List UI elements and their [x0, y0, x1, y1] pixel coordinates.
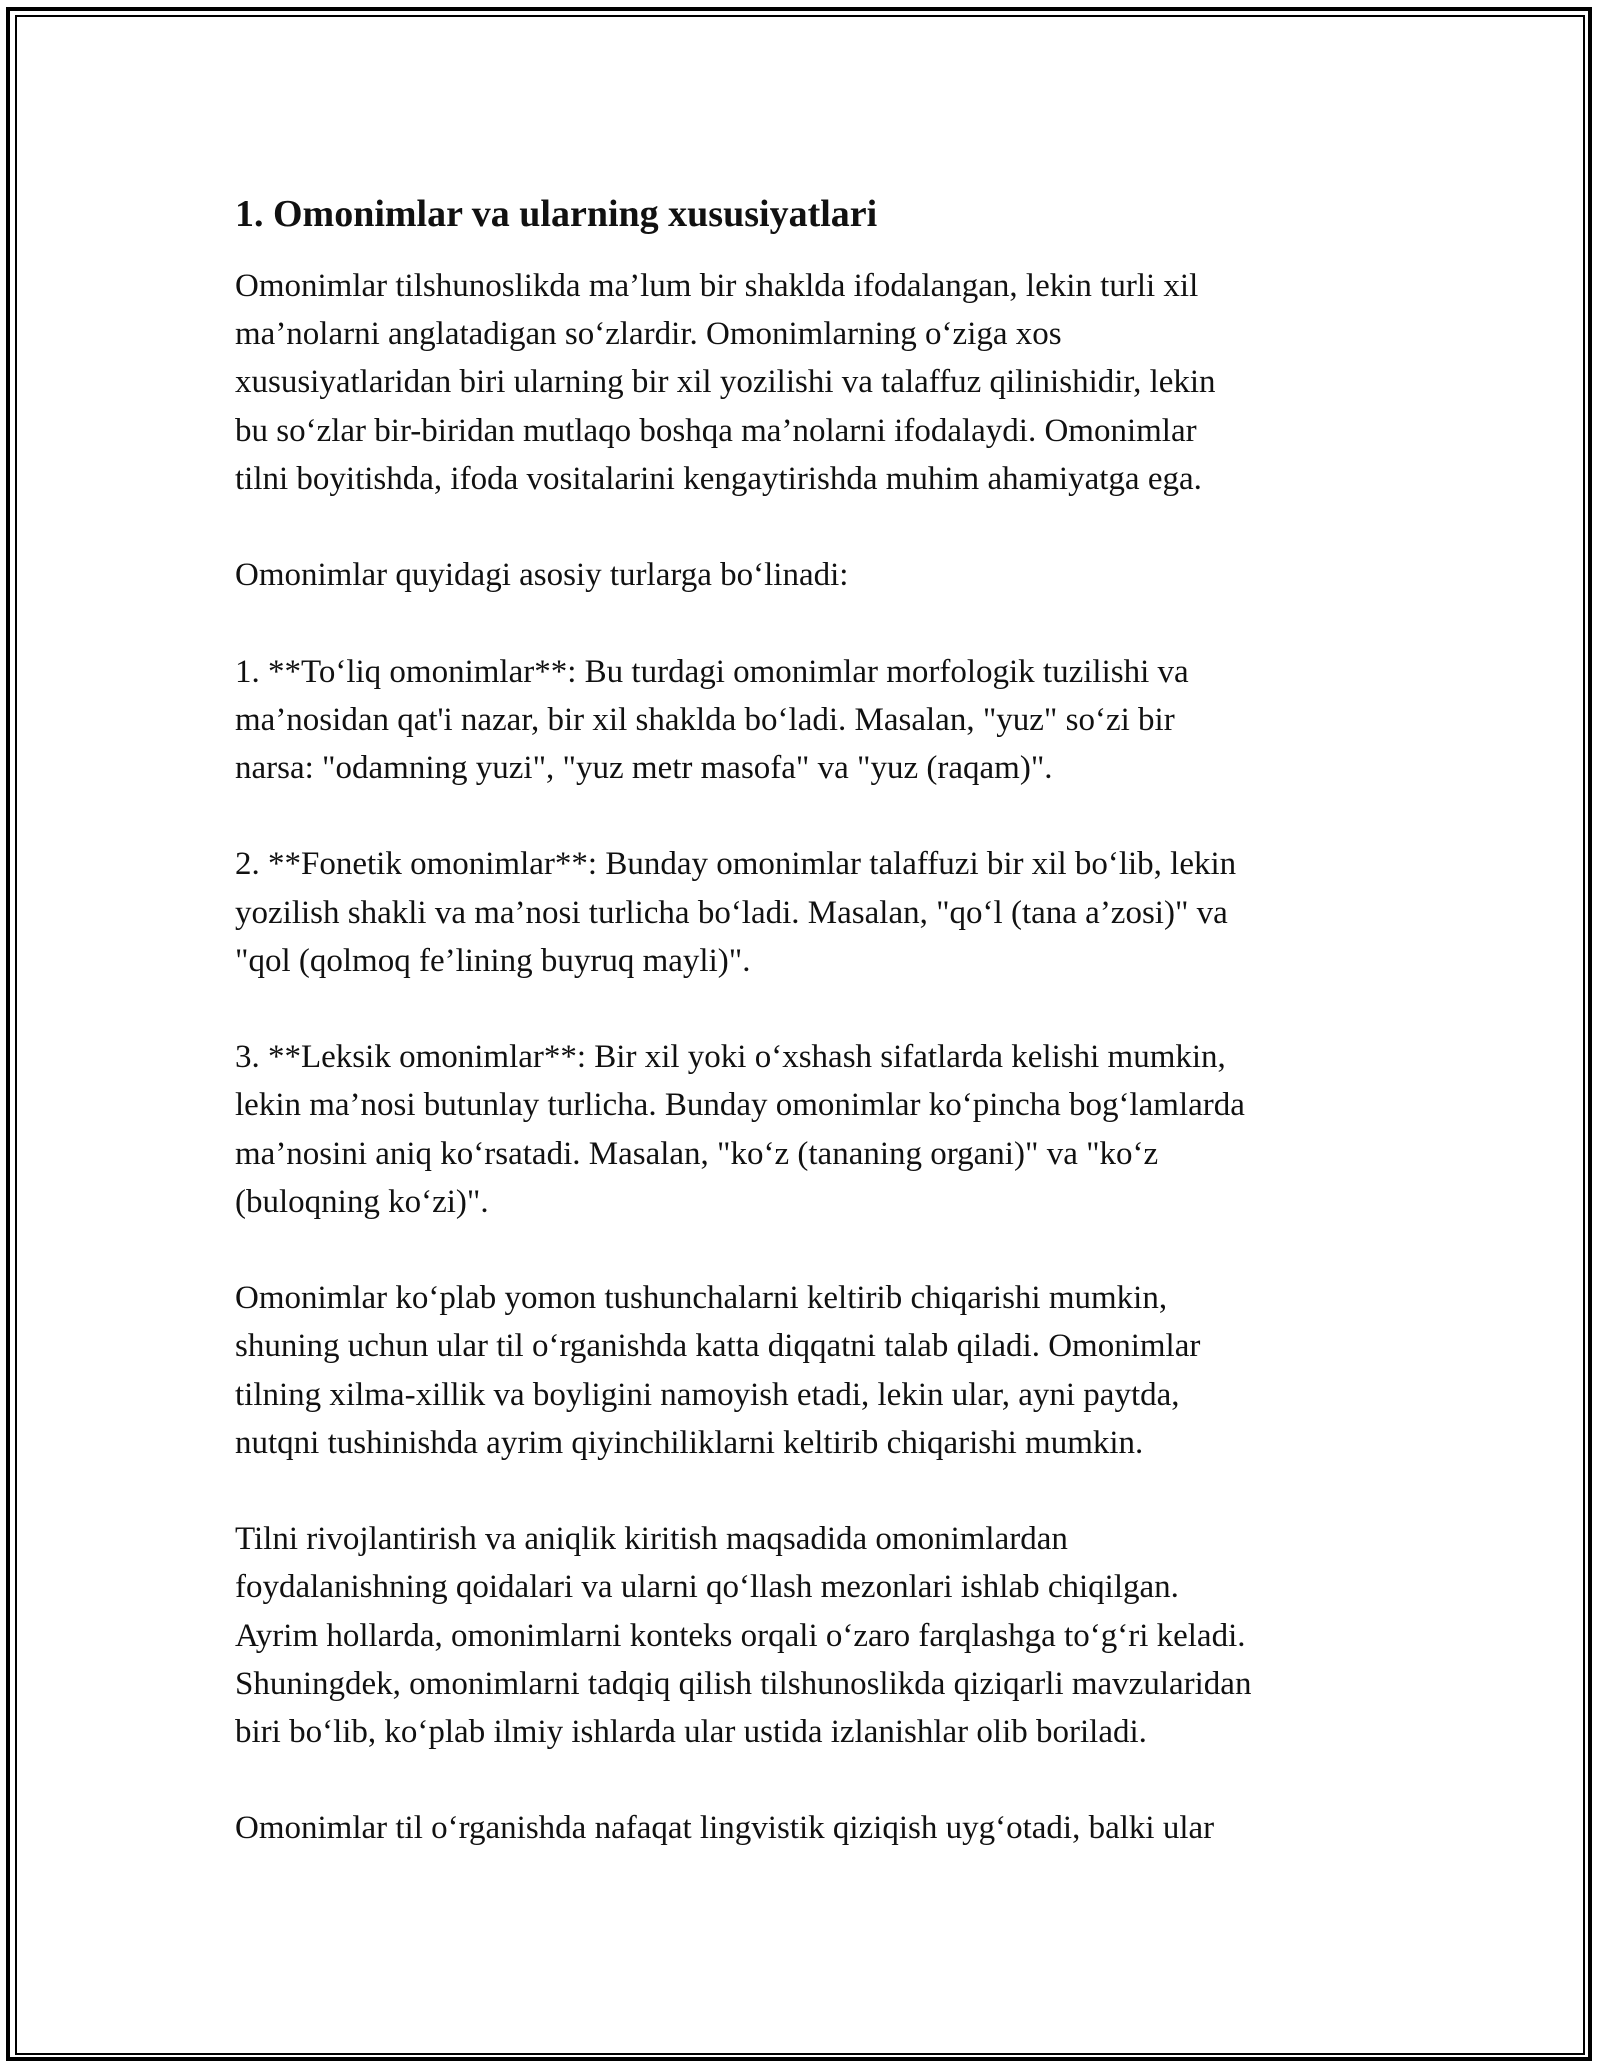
paragraph: [235, 840, 1375, 985]
text-line: Omonimlar tilshunoslikda ma’lum bir shaklda ifodalangan, lekin turli xil: [235, 268, 1199, 304]
text-line: ma’nosini aniq ko‘rsatadi. Masalan, "ko‘z (tananing organi)" va "ko‘z: [235, 1135, 1159, 1172]
paragraph: [235, 1515, 1375, 1756]
text-line: "qol (qolmoq fe’lining buyruq mayli)".: [235, 942, 751, 979]
text-line: Ayrim hollarda, omonimlarni konteks orqali o‘zaro farqlashga to‘g‘ri keladi.: [235, 1617, 1246, 1654]
text-line: Shuningdek, omonimlarni tadqiq qilish tilshunoslikda qiziqarli mavzularidan: [235, 1665, 1252, 1702]
text-line: Tilni rivojlantirish va aniqlik kiritish maqsadida omonimlardan: [235, 1521, 1068, 1558]
text-line: 2. **Fonetik omonimlar**: Bunday omonimlar talaffuzi bir xil bo‘lib, lekin: [235, 846, 1237, 883]
text-line: ma’nosidan qat'i nazar, bir xil shaklda bo‘ladi. Masalan, "yuz" so‘zi bir: [235, 701, 1175, 738]
text-line: (buloqning ko‘zi)".: [235, 1183, 489, 1220]
text-line: ma’nolarni anglatadigan so‘zlardir. Omonimlarning o‘ziga xos: [235, 316, 1062, 353]
text-line: narsa: "odamning yuzi", "yuz metr masofa" va "yuz (raqam)".: [235, 750, 1053, 786]
text-line: yozilish shakli va ma’nosi turlicha bo‘ladi. Masalan, "qo‘l (tana a’zosi)" va: [235, 894, 1228, 931]
document-body: [235, 188, 1375, 1853]
paragraph: [235, 1274, 1375, 1467]
paragraph: [235, 1033, 1375, 1226]
text-line: tilni boyitishda, ifoda vositalarini kengaytirishda muhim ahamiyatga ega.: [235, 460, 1202, 497]
paragraph: [235, 262, 1375, 503]
text-line: foydalanishning qoidalari va ularni qo‘llash mezonlari ishlab chiqilgan.: [235, 1569, 1179, 1606]
text-line: 3. **Leksik omonimlar**: Bir xil yoki o‘xshash sifatlarda kelishi mumkin,: [235, 1039, 1226, 1076]
paragraph: [235, 551, 1375, 599]
text-line: tilning xilma-xillik va boyligini namoyish etadi, lekin ular, ayni paytda,: [235, 1376, 1180, 1413]
text-line: Omonimlar quyidagi asosiy turlarga bo‘linadi:: [235, 557, 849, 594]
text-line: xususiyatlaridan biri ularning bir xil yozilishi va talaffuz qilinishidir, lekin: [235, 364, 1216, 401]
text-line: bu so‘zlar bir-biridan mutlaqo boshqa ma’nolarni ifodalaydi. Omonimlar: [235, 412, 1197, 449]
paragraph: [235, 1804, 1375, 1852]
text-line: 1. **To‘liq omonimlar**: Bu turdagi omonimlar morfologik tuzilishi va: [235, 653, 1189, 690]
paragraph: [235, 648, 1375, 793]
text-line: nutqni tushinishda ayrim qiyinchiliklarni keltirib chiqarishi mumkin.: [235, 1424, 1144, 1461]
text-line: biri bo‘lib, ko‘plab ilmiy ishlarda ular ustida izlanishlar olib boriladi.: [235, 1714, 1147, 1750]
text-line: shuning uchun ular til o‘rganishda katta diqqatni talab qiladi. Omonimlar: [235, 1328, 1201, 1365]
text-line: Omonimlar ko‘plab yomon tushunchalarni keltirib chiqarishi mumkin,: [235, 1280, 1168, 1317]
paragraph-list: [235, 262, 1375, 1853]
document-title: 1. Omonimlar va ularning xususiyatlari: [235, 193, 878, 235]
text-line: Omonimlar til o‘rganishda nafaqat lingvistik qiziqish uyg‘otadi, balki ular: [235, 1810, 1215, 1847]
text-line: lekin ma’nosi butunlay turlicha. Bunday omonimlar ko‘pincha bog‘lamlarda: [235, 1087, 1245, 1124]
